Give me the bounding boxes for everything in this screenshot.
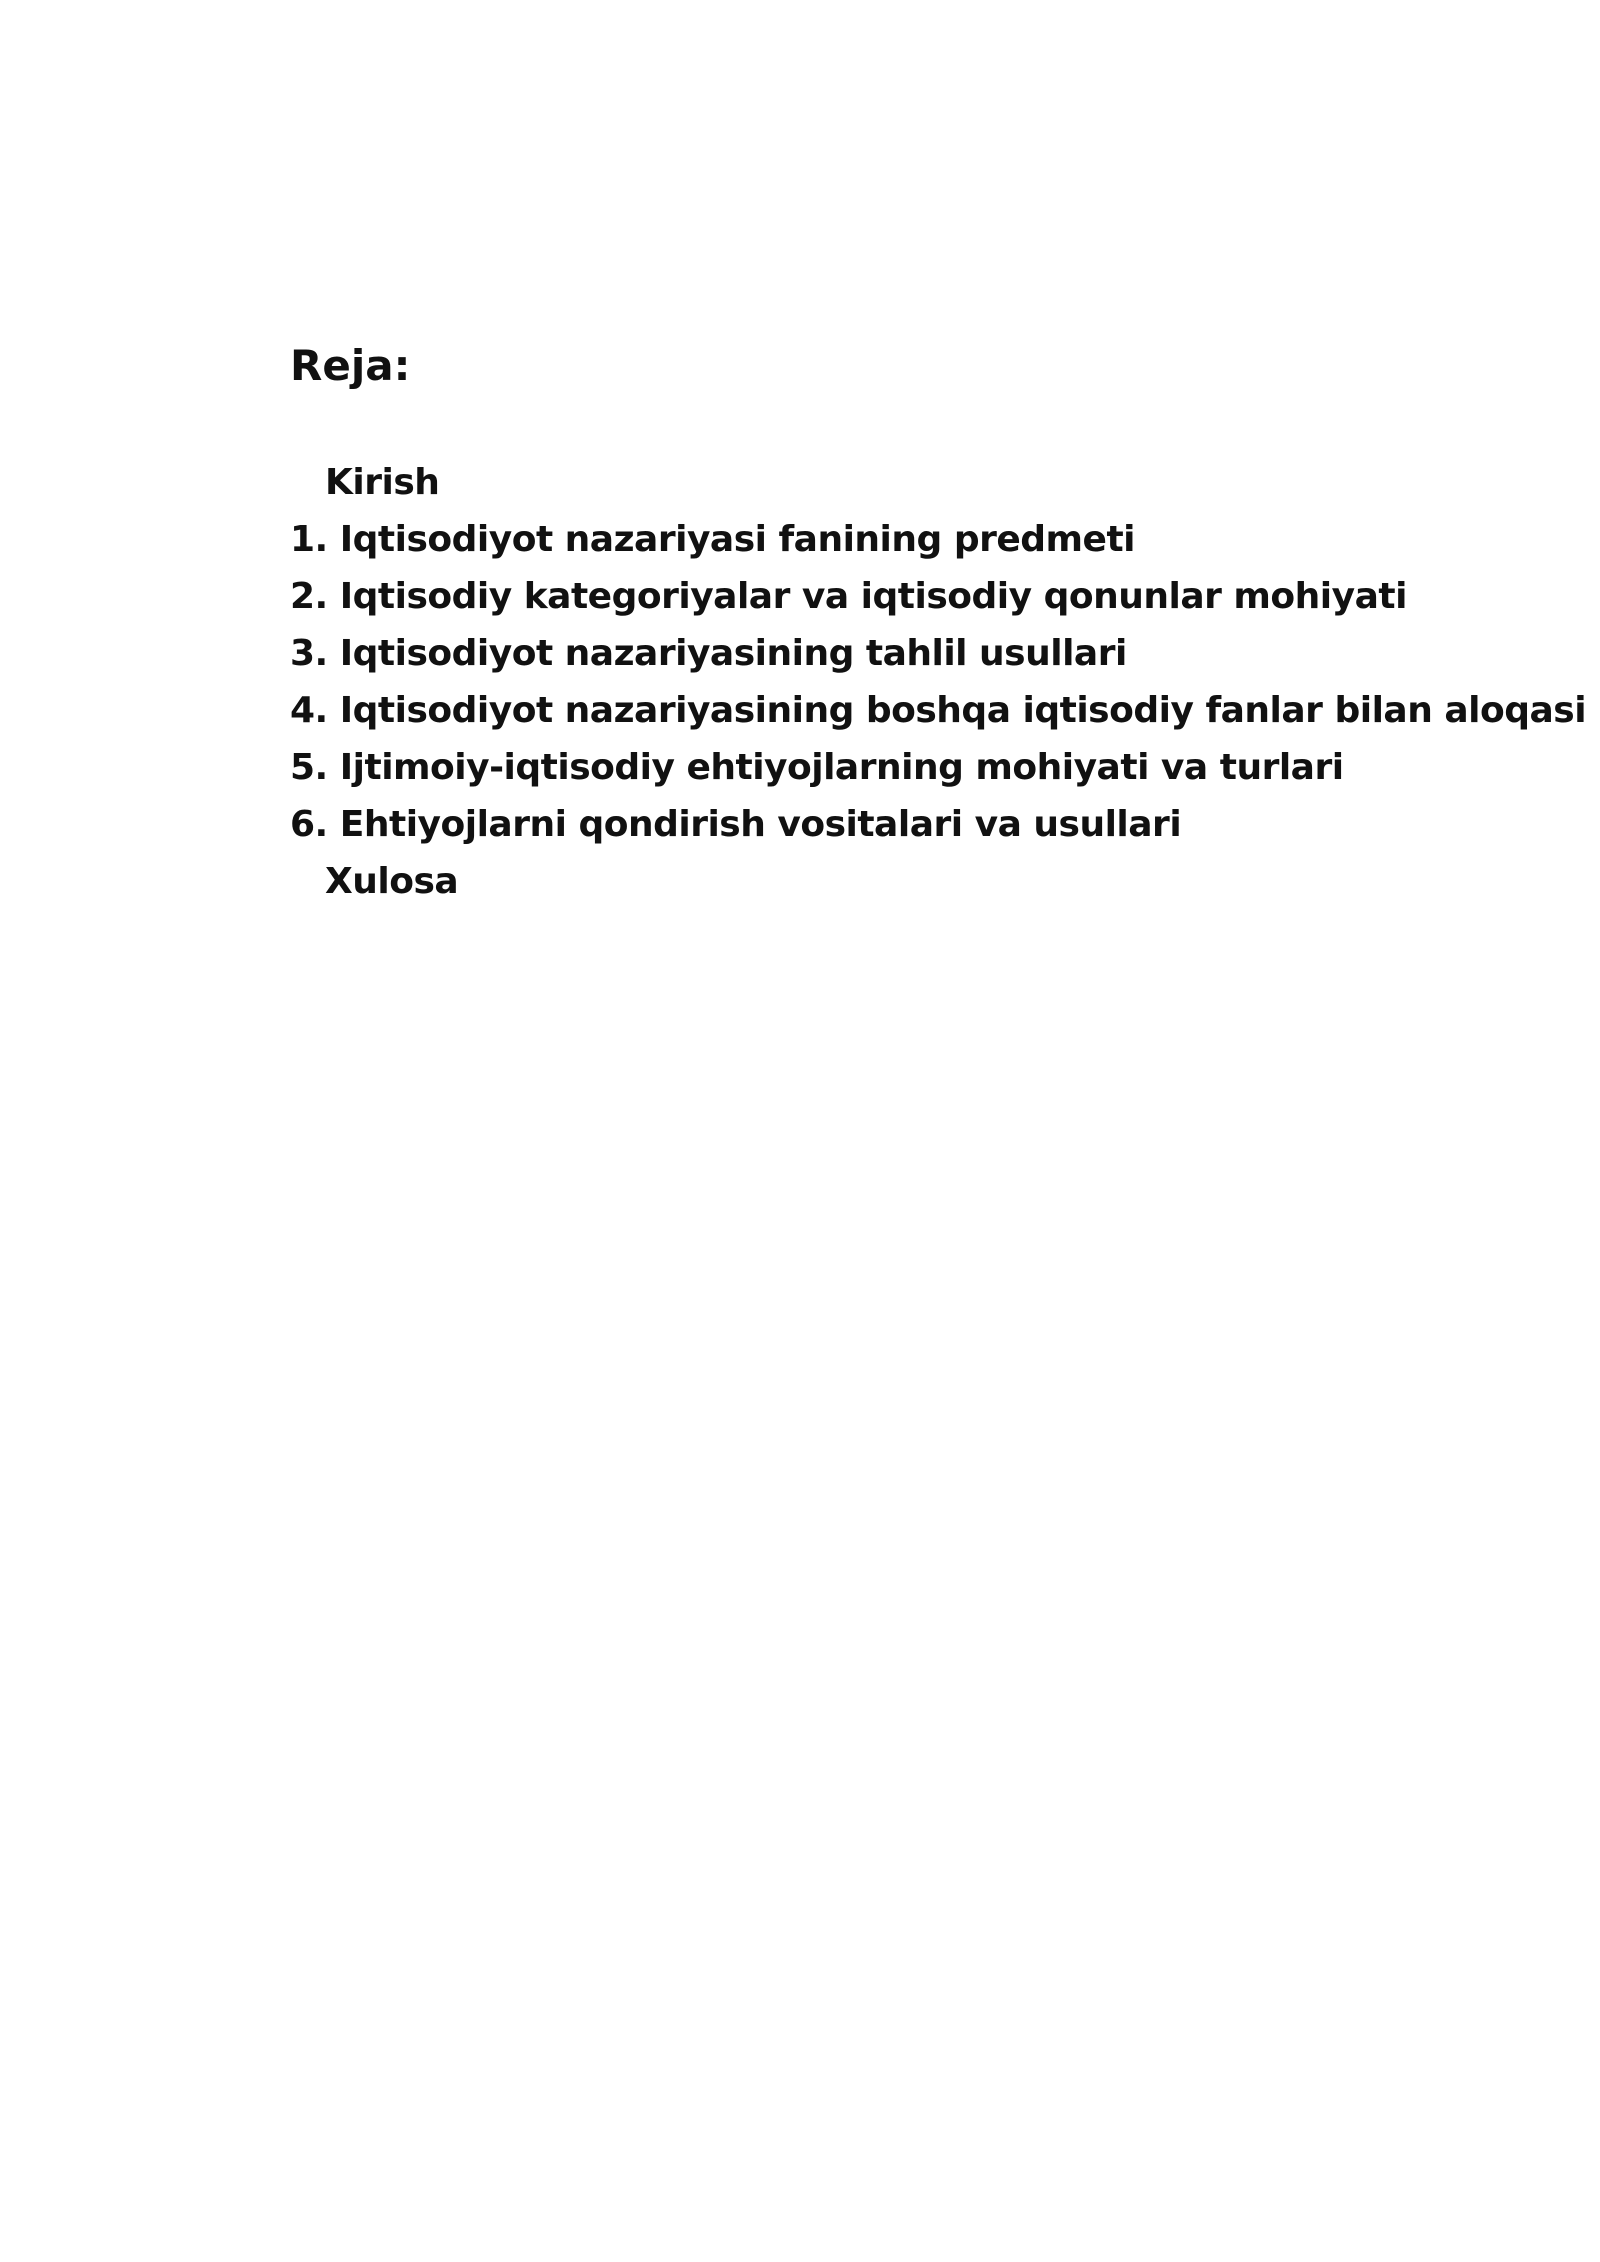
plan-item-3: 3. Iqtisodiyot nazariyasining tahlil usullari [290, 633, 1127, 674]
conclusion-item: Xulosa [325, 861, 459, 902]
plan-item-5: 5. Ijtimoiy-iqtisodiy ehtiyojlarning mohiyati va turlari [290, 747, 1344, 788]
plan-item-6: 6. Ehtiyojlarni qondirish vositalari va usullari [290, 804, 1182, 845]
plan-item-2: 2. Iqtisodiy kategoriyalar va iqtisodiy qonunlar mohiyati [290, 576, 1407, 617]
intro-item: Kirish [325, 462, 440, 503]
plan-item-1: 1. Iqtisodiyot nazariyasi fanining predmeti [290, 519, 1136, 560]
plan-heading: Reja: [290, 341, 411, 390]
plan-item-4: 4. Iqtisodiyot nazariyasining boshqa iqtisodiy fanlar bilan aloqasi [290, 690, 1587, 731]
plan-section [290, 338, 1587, 910]
